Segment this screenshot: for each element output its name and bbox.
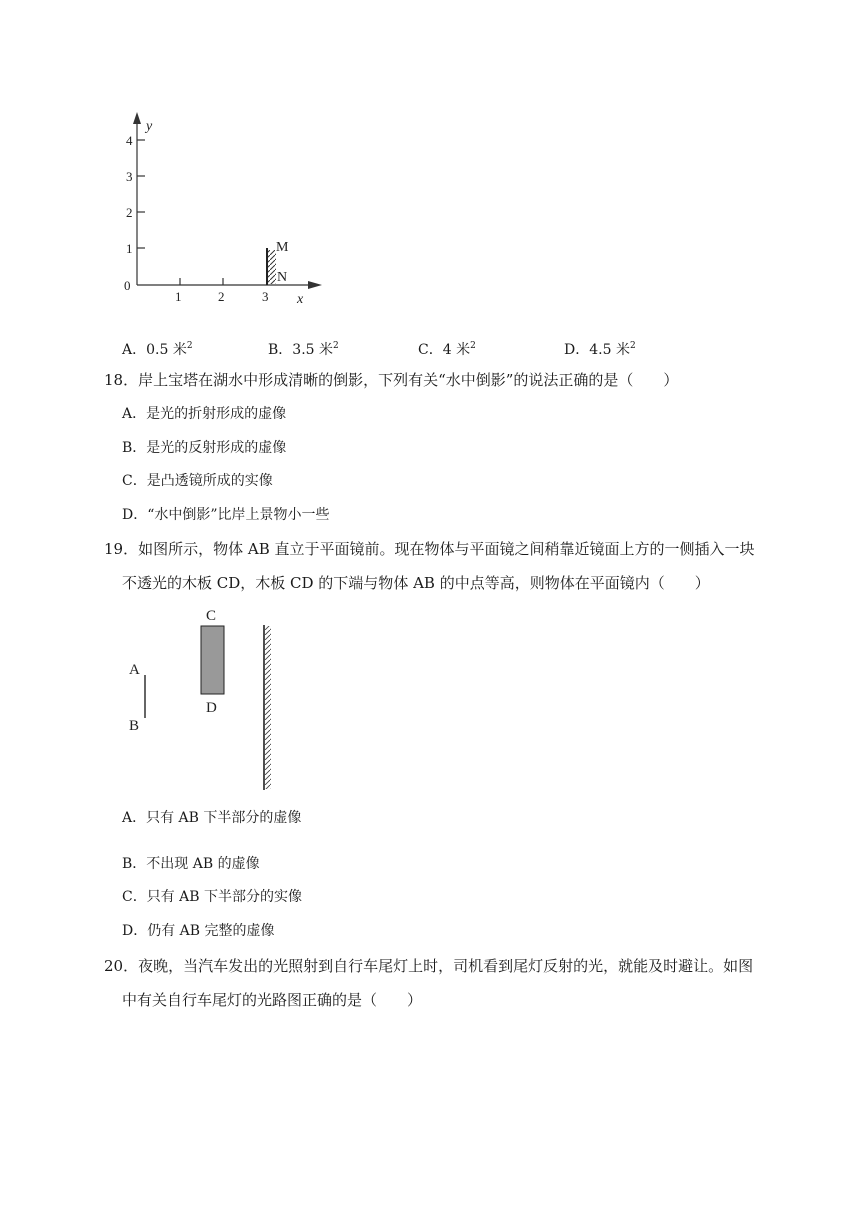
q18-option-d[interactable]: D．“水中倒影”比岸上景物小一些 <box>122 507 330 523</box>
label-c: C <box>206 608 217 624</box>
option-text: C．4 米 <box>418 342 471 358</box>
mirror-hatching <box>268 250 276 284</box>
y-axis-arrow <box>133 112 141 124</box>
y-tick-label: 1 <box>126 241 133 256</box>
y-tick-label: 3 <box>126 169 133 184</box>
x-axis-arrow <box>308 281 322 289</box>
label-a: A <box>129 662 140 678</box>
option-text: A．0.5 米 <box>122 342 187 358</box>
q18-option-b[interactable]: B．是光的反射形成的虚像 <box>122 440 287 456</box>
q19-option-d[interactable]: D．仍有 AB 完整的虚像 <box>122 923 275 939</box>
superscript: 2 <box>186 341 193 351</box>
q18-option-c[interactable]: C．是凸透镜所成的实像 <box>122 473 273 489</box>
superscript: 2 <box>629 341 636 351</box>
superscript: 2 <box>470 341 476 351</box>
q17-option-d[interactable] <box>564 336 636 360</box>
y-tick-label: 4 <box>126 133 133 148</box>
label-b: B <box>129 718 140 734</box>
option-text: B．3.5 米 <box>268 342 334 358</box>
x-tick-label: 1 <box>175 289 182 304</box>
q17-option-c[interactable] <box>418 336 476 360</box>
q19-option-c[interactable]: C．只有 AB 下半部分的实像 <box>122 889 303 905</box>
y-axis-label: y <box>146 119 153 134</box>
q19-stem-line2: 不透光的木板 CD，木板 CD 的下端与物体 AB 的中点等高，则物体在平面镜内（ ） <box>122 574 710 592</box>
q19-stem-line1: 19．如图所示，物体 AB 直立于平面镜前。现在物体与平面镜之间稍靠近镜面上方的一侧插入一块 <box>104 540 755 558</box>
point-n-label: N <box>277 270 288 285</box>
coordinate-figure <box>110 110 340 325</box>
q18-option-a[interactable]: A．是光的折射形成的虚像 <box>122 406 287 422</box>
x-tick-label: 2 <box>218 289 225 304</box>
label-d: D <box>206 700 217 716</box>
option-text: D．4.5 米 <box>564 342 630 358</box>
board-cd <box>201 626 224 694</box>
q18-stem: 18．岸上宝塔在湖水中形成清晰的倒影，下列有关“水中倒影”的说法正确的是（ ） <box>104 371 679 389</box>
y-tick-label: 0 <box>124 278 131 293</box>
q20-stem-line1: 20．夜晚，当汽车发出的光照射到自行车尾灯上时，司机看到尾灯反射的光，就能及时避让。如图 <box>104 957 754 975</box>
q19-option-b[interactable]: B．不出现 AB 的虚像 <box>122 856 260 872</box>
y-tick-label: 2 <box>126 205 133 220</box>
superscript: 2 <box>333 341 339 351</box>
mirror-figure <box>120 600 290 795</box>
x-axis-label: x <box>297 292 304 307</box>
q19-option-a[interactable]: A．只有 AB 下半部分的虚像 <box>122 810 302 826</box>
q17-option-b[interactable] <box>268 336 339 360</box>
x-tick-label: 3 <box>262 289 269 304</box>
mirror-hatching <box>265 626 271 789</box>
q17-option-a[interactable] <box>122 336 193 360</box>
point-m-label: M <box>276 240 289 255</box>
q20-stem-line2: 中有关自行车尾灯的光路图正确的是（ ） <box>122 991 423 1009</box>
